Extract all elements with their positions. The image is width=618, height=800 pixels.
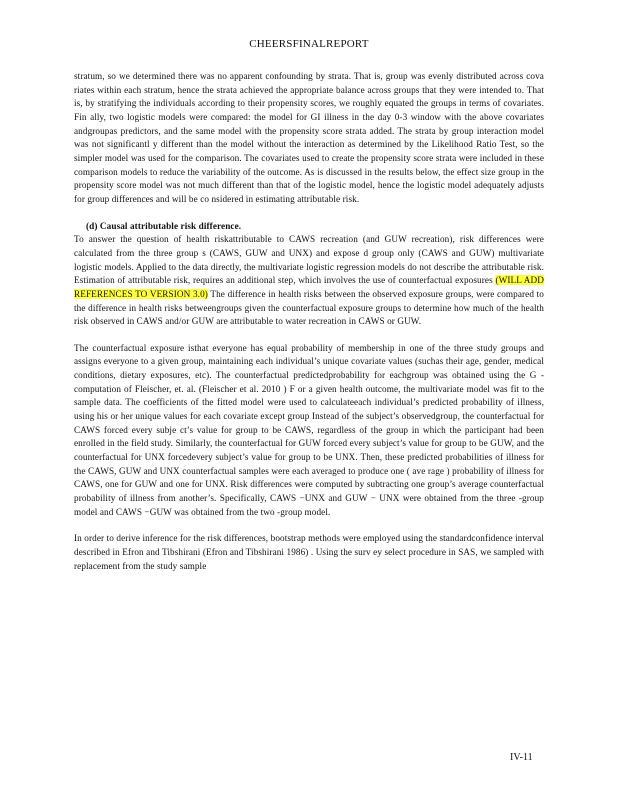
paragraph-counterfactual: The counterfactual exposure isthat everyone has equal probability of membership in one of the three study groups and assigns everyone to a given group, maintaining each individual’s unique covariate values (suchas their age, gender, medical conditions, dietary exposures, etc). The counterfactual predictedprobability for eachgroup was obtained using the G - computation of Fleischer, et. al. (Fleischer et al. 2010 ) F or a given health outcome, the multivariate model was fit to the sample data. The coefficients of the fitted model were used to calculateeach individual’s predicted probability of illness, using his or her unique values for each covariate except group Instead of the subject’s observedgroup, the counterfactual for CAWS forced every subje ct’s value for group to be CAWS, regardless of the group in which the participant had been enrolled in the field study. Similarly, the counterfactual for GUW forced every subject’s value for group to be GUW, and the counterfactual for UNX forcedevery subject’s value for group to be UNX. Then, these predicted probabilities of illness for the CAWS, GUW and UNX counterfactual samples were each averaged to produce one ( ave rage ) probability of illness for CAWS, one for GUW and one for UNX. Risk differences were computed by subtracting one group’s average counterfactual probability of illness from another’s. Specifically, CAWS −UNX and GUW − UNX were obtained from the three -group model and CAWS −GUW was obtained from the two -group model. [74, 342, 544, 517]
section-heading-causal-risk: (d) Causal attributable risk difference. [86, 220, 242, 231]
paragraph-bootstrap: In order to derive inference for the risk differences, bootstrap methods were employed using the standardconfidence interval described in Efron and Tibshirani (Efron and Tibshirani 1986) . Using the surv ey select procedure in SAS, we sampled with replacement from the study sample [74, 533, 544, 571]
page-header-title: CHEERSFINALREPORT [249, 38, 369, 50]
highlighted-note: (WILL ADD REFERENCES TO VERSION 3.0) [74, 275, 544, 299]
body-text [74, 70, 544, 573]
paragraph-propensity-strata: stratum, so we determined there was no apparent confounding by strata. That is, group was evenly distributed across cova riates within each stratum, hence the strata achieved the appropriate balance across groups that they were intended to. That is, by stratifying the individuals according to their propensity scores, we roughly equated the groups in terms of covariates. Fin ally, two logistic models were compared: the model for GI illness in the day 0-3 window with the above covariates andgroupas predictors, and the same model with the propensity score strata added. The strata by group interaction model was not significantl y different than the model without the interaction as determined by the Likelihood Ratio Test, so the simpler model was used for the comparison. The covariates used to create the propensity score strata were included in these comparison models to reduce the variability of the outcome. As is discussed in the results below, the effect size group in the propensity score model was not much different than that of the logistic model, hence the logistic model adequately adjusts for group differences and will be co nsidered in estimating attributable risk. [74, 71, 544, 204]
paragraph-attributable-risk [74, 233, 544, 329]
paragraph-text-before: To answer the question of health riskattributable to CAWS recreation (and GUW recreation), risk differences were calculated from the three group s (CAWS, GUW and UNX) and expose d group only (CAWS and GUW) multivariate logistic models. Applied to the data directly, the multivariate logistic regression models do not describe the attributable risk. Estimation of attributable risk, requires an additional step, which involves the use of counterfactual exposures [74, 234, 544, 286]
paragraph-text-after: The difference in health risks between the observed exposure groups, were compared to the difference in health risks betweengroups given the counterfactual exposure groups to determine how much of the health risk observed in CAWS and/or GUW are attributable to water recreation in CAWS or GUW. [74, 288, 544, 327]
page-number: IV-11 [510, 752, 533, 763]
